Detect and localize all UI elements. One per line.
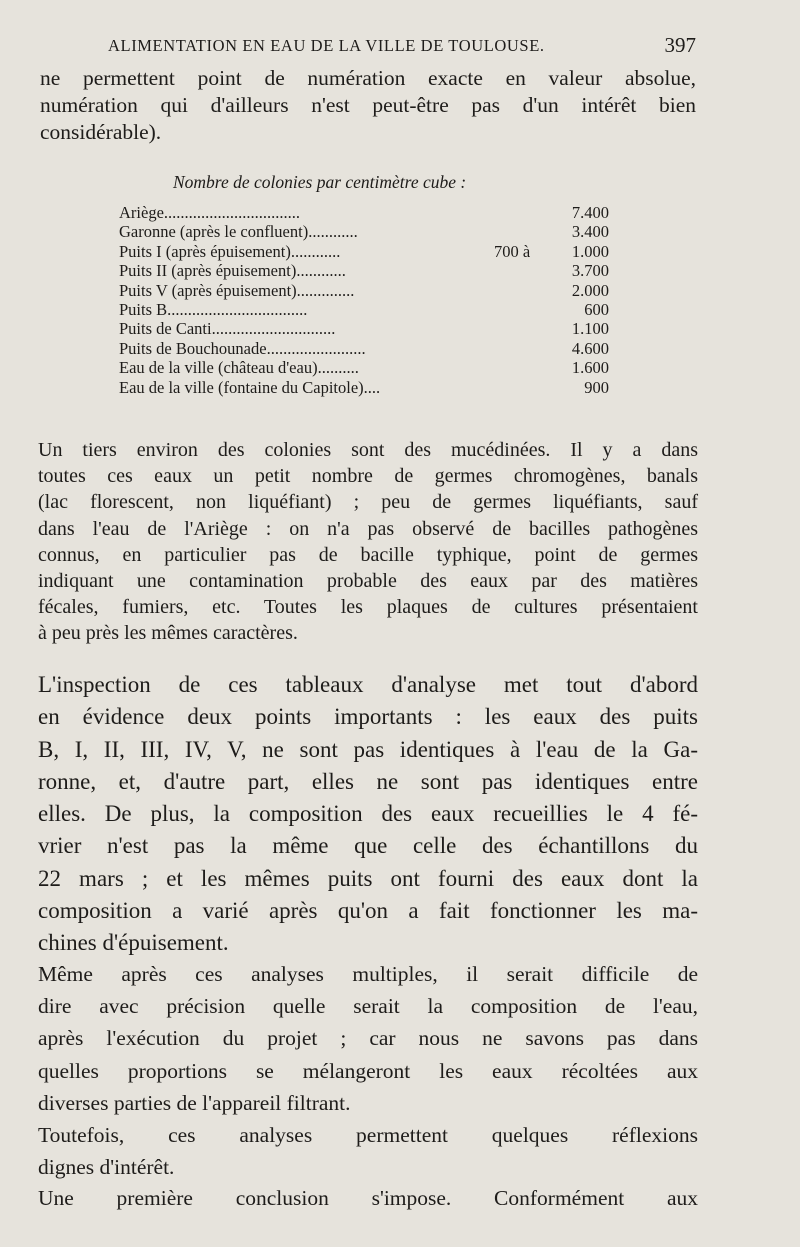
- text-line: numération qui d'ailleurs n'est peut-être pas d'un intérêt bien: [40, 93, 696, 117]
- row-name: Eau de la ville (fontaine du Capitole)....: [119, 377, 381, 397]
- row-value: 600: [584, 299, 609, 319]
- row-name: Puits de Canti..............................: [119, 319, 336, 339]
- text-line: B, I, II, III, IV, V, ne sont pas identiques à l'eau de la Ga-: [38, 736, 698, 762]
- text-line: dans l'eau de l'Ariège : on n'a pas observé de bacilles pathogènes: [38, 517, 698, 540]
- table-row: [119, 358, 609, 377]
- row-name: Garonne (après le confluent)............: [119, 222, 358, 242]
- text-line: quelles proportions se mélangeront les eaux récoltées aux: [38, 1058, 698, 1083]
- table-row: [119, 261, 609, 280]
- row-value: 2.000: [571, 280, 609, 300]
- text-line: à peu près les mêmes caractères.: [38, 622, 298, 645]
- row-value: 7.400: [571, 203, 609, 222]
- row-name: Puits II (après épuisement)............: [119, 261, 346, 281]
- table-row: [119, 203, 609, 222]
- row-range: 700 à: [494, 241, 531, 261]
- text-line: indiquant une contamination probable des eaux par des matières: [38, 570, 698, 593]
- paragraph-reflexions: [38, 1119, 698, 1183]
- text-line: en évidence deux points importants : les eaux des puits: [38, 704, 698, 730]
- row-name: Eau de la ville (château d'eau)..........: [119, 358, 359, 378]
- row-value: 1.600: [571, 358, 609, 378]
- text-line: Même après ces analyses multiples, il serait difficile de: [38, 962, 698, 986]
- text-line: ne permettent point de numération exacte en valeur absolue,: [40, 66, 696, 90]
- table-row: [119, 378, 609, 397]
- row-name: Puits B..................................: [119, 299, 308, 319]
- text-line: après l'exécution du projet ; car nous ne savons pas dans: [38, 1026, 698, 1051]
- row-value: 1.000: [571, 241, 609, 261]
- row-value: 3.400: [571, 222, 609, 242]
- paragraph-conclusion: [38, 1182, 698, 1214]
- table-row: [119, 300, 609, 319]
- row-value: 4.600: [571, 338, 609, 358]
- text-line: elles. De plus, la composition des eaux recueillies le 4 fé-: [38, 801, 698, 827]
- text-line: composition a varié après qu'on a fait fonctionner les ma-: [38, 898, 698, 924]
- table-caption: Nombre de colonies par centimètre cube :: [173, 172, 467, 192]
- page-number: 397: [664, 33, 696, 57]
- row-value: 3.700: [571, 261, 609, 281]
- text-line: dire avec précision quelle serait la composition de l'eau,: [38, 994, 698, 1019]
- text-line: diverses parties de l'appareil filtrant.: [38, 1090, 351, 1115]
- table-row: [119, 242, 609, 261]
- row-value: 1.100: [571, 319, 609, 339]
- table-row: [119, 339, 609, 358]
- text-line: Un tiers environ des colonies sont des mucédinées. Il y a dans: [38, 439, 698, 461]
- row-name: Puits de Bouchounade........................: [119, 338, 366, 358]
- colonies-table: [119, 203, 609, 397]
- text-line: dignes d'intérêt.: [38, 1155, 175, 1179]
- text-line: considérable).: [40, 120, 162, 144]
- text-line: chines d'épuisement.: [38, 930, 229, 956]
- paragraph-inspection: [38, 669, 698, 960]
- text-line: vrier n'est pas la même que celle des échantillons du: [38, 833, 698, 859]
- intro-paragraph: [40, 65, 696, 146]
- text-line: 22 mars ; et les mêmes puits ont fourni des eaux dont la: [38, 865, 698, 891]
- text-line: fécales, fumiers, etc. Toutes les plaques de cultures présentaient: [38, 596, 698, 619]
- row-value: 900: [584, 377, 609, 397]
- text-line: Toutefois, ces analyses permettent quelques réflexions: [38, 1123, 698, 1147]
- text-line: L'inspection de ces tableaux d'analyse met tout d'abord: [38, 672, 698, 697]
- running-title: ALIMENTATION EN EAU DE LA VILLE DE TOULOUSE.: [108, 36, 545, 55]
- text-line: connus, en particulier pas de bacille typhique, point de germes: [38, 543, 698, 566]
- row-name: Ariège.................................: [119, 203, 301, 222]
- row-name: Puits I (après épuisement)............: [119, 241, 341, 261]
- table-row: [119, 319, 609, 338]
- paragraph-analyses: [38, 958, 698, 1119]
- row-name: Puits V (après épuisement)..............: [119, 280, 355, 300]
- text-line: Une première conclusion s'impose. Conformément aux: [38, 1186, 698, 1210]
- paragraph-microbiology: [38, 437, 698, 647]
- text-line: ronne, et, d'autre part, elles ne sont pas identiques entre: [38, 768, 698, 794]
- table-row: [119, 222, 609, 241]
- text-line: toutes ces eaux un petit nombre de germes chromogènes, banals: [38, 465, 698, 488]
- table-row: [119, 281, 609, 300]
- text-line: (lac florescent, non liquéfiant) ; peu de germes liquéfiants, sauf: [38, 491, 698, 514]
